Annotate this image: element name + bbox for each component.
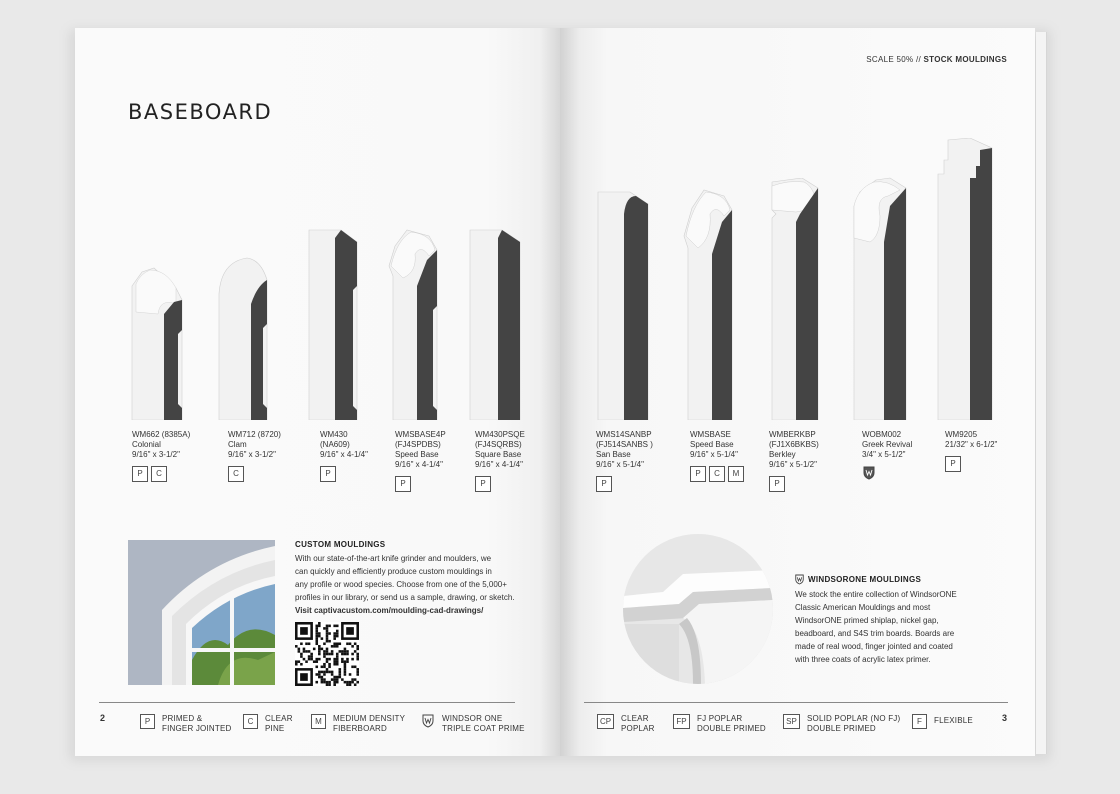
- legend-clear-poplar: CP CLEAR POPLAR: [597, 714, 655, 734]
- profile-label-wm430psqe: WM430PSQE (FJ4SQRBS) Square Base 9/16" x 4-1/4": [475, 430, 525, 469]
- page-title: BASEBOARD: [128, 100, 273, 124]
- profile-label-wm9205: WM9205 21/32" x 6-1/2": [945, 430, 998, 449]
- profile-label-wmsbase4p: WMSBASE4P (FJ4SPDBS) Speed Base 9/16" x 4-1/4": [395, 430, 446, 469]
- windsor-shield-icon: [862, 466, 876, 480]
- tag-primed: P: [596, 476, 612, 492]
- profile-label-wm662: WM662 (8385A) Colonial 9/16" x 3-1/2": [132, 430, 191, 459]
- profile-label-wms14sanbp: WMS14SANBP (FJ514SANBS ) San Base 9/16" x 5-1/4": [596, 430, 653, 469]
- legend-windsor-one: WINDSOR ONE TRIPLE COAT PRIME: [421, 714, 525, 734]
- tag-clear-pine: C: [228, 466, 244, 482]
- legend-clear-pine: C CLEAR PINE: [243, 714, 293, 734]
- custom-mouldings-title: CUSTOM MOULDINGS: [295, 540, 386, 549]
- custom-mouldings-link[interactable]: Visit captivacustom.com/moulding-cad-drawings/: [295, 606, 484, 615]
- profile-label-wmberkbp: WMBERKBP (FJ1X6BKBS) Berkley 9/16" x 5-1/2": [769, 430, 819, 469]
- tag-primed: P: [395, 476, 411, 492]
- tag-primed: P: [132, 466, 148, 482]
- windsorone-title: WINDSORONE MOULDINGS: [795, 574, 921, 585]
- legend-fj-poplar: FP FJ POPLAR DOUBLE PRIMED: [673, 714, 766, 734]
- profile-tags-wm430: [320, 466, 336, 482]
- profile-label-wm712: WM712 (8720) Clam 9/16" x 3-1/2": [228, 430, 281, 459]
- tag-primed: P: [945, 456, 961, 472]
- profile-tags-wm430psqe: [475, 476, 491, 492]
- profile-tags-wms14sanbp: [596, 476, 612, 492]
- tag-primed: P: [475, 476, 491, 492]
- profile-wmsbase4p: [387, 226, 443, 420]
- tag-primed: P: [769, 476, 785, 492]
- profile-label-wm430: WM430 (NA609) 9/16" x 4-1/4": [320, 430, 368, 459]
- arched-window-photo: [128, 540, 275, 685]
- tag-primed: P: [690, 466, 706, 482]
- windsor-shield-icon: [795, 574, 804, 585]
- profile-tags-wm9205: [945, 456, 961, 472]
- profile-wm9205: [934, 138, 998, 420]
- profile-wobm002: [850, 176, 910, 420]
- legend-mdf: M MEDIUM DENSITY FIBERBOARD: [311, 714, 405, 734]
- profile-wmberkbp: [768, 178, 824, 420]
- page-number: 2: [100, 713, 106, 723]
- tag-primed: P: [320, 466, 336, 482]
- profile-tags-wmsbase4p: [395, 476, 411, 492]
- page-number: 3: [1002, 713, 1008, 723]
- profile-wmsbase: [682, 188, 738, 420]
- moulding-closeup-photo: [623, 534, 773, 684]
- profile-label-wmsbase: WMSBASE Speed Base 9/16" x 5-1/4": [690, 430, 738, 459]
- windsorone-body: We stock the entire collection of WindsorONE Classic American Mouldings and most WindsorONE primed shiplap, nickel gap, beadboard, and S4S trim boards. Boards are made of real wood, finger jointed and coated with three coats of acrylic latex primer.: [795, 590, 957, 664]
- profile-wm712: [217, 254, 277, 420]
- profile-wm662: [130, 254, 190, 420]
- legend-flexible: F FLEXIBLE: [912, 714, 973, 729]
- footer-rule: [99, 702, 515, 703]
- tag-clear-pine: C: [151, 466, 167, 482]
- left-page: [75, 28, 560, 756]
- profile-wm430psqe: [468, 226, 524, 420]
- footer-rule: [584, 702, 1008, 703]
- tag-clear-pine: C: [709, 466, 725, 482]
- profile-tags-wmsbase: [690, 466, 744, 482]
- custom-mouldings-body: With our state-of-the-art knife grinder and moulders, we can quickly and efficiently produce custom mouldings in any profile or wood species. Choose from one of the 5,000+ profiles in our library, or send us a sample, drawing, or sketch. Visit captivacustom.com/moulding-cad-drawings/: [295, 554, 515, 615]
- windsor-shield-icon: [421, 714, 435, 728]
- legend-solid-poplar: SP SOLID POPLAR (NO FJ) DOUBLE PRIMED: [783, 714, 900, 734]
- profile-wm430: [307, 226, 363, 420]
- profile-tags-wm712: [228, 466, 244, 482]
- profile-tags-wobm002: [862, 466, 876, 480]
- profile-tags-wm662: [132, 466, 167, 482]
- section-header: SCALE 50% // STOCK MOULDINGS: [866, 55, 1007, 64]
- profile-label-wobm002: WOBM002 Greek Revival 3/4" x 5-1/2": [862, 430, 913, 459]
- qr-code[interactable]: [295, 622, 359, 686]
- profile-wms14sanbp: [596, 188, 652, 420]
- profile-tags-wmberkbp: [769, 476, 785, 492]
- right-page: [560, 28, 1035, 756]
- legend-primed: P PRIMED & FINGER JOINTED: [140, 714, 231, 734]
- tag-mdf: M: [728, 466, 744, 482]
